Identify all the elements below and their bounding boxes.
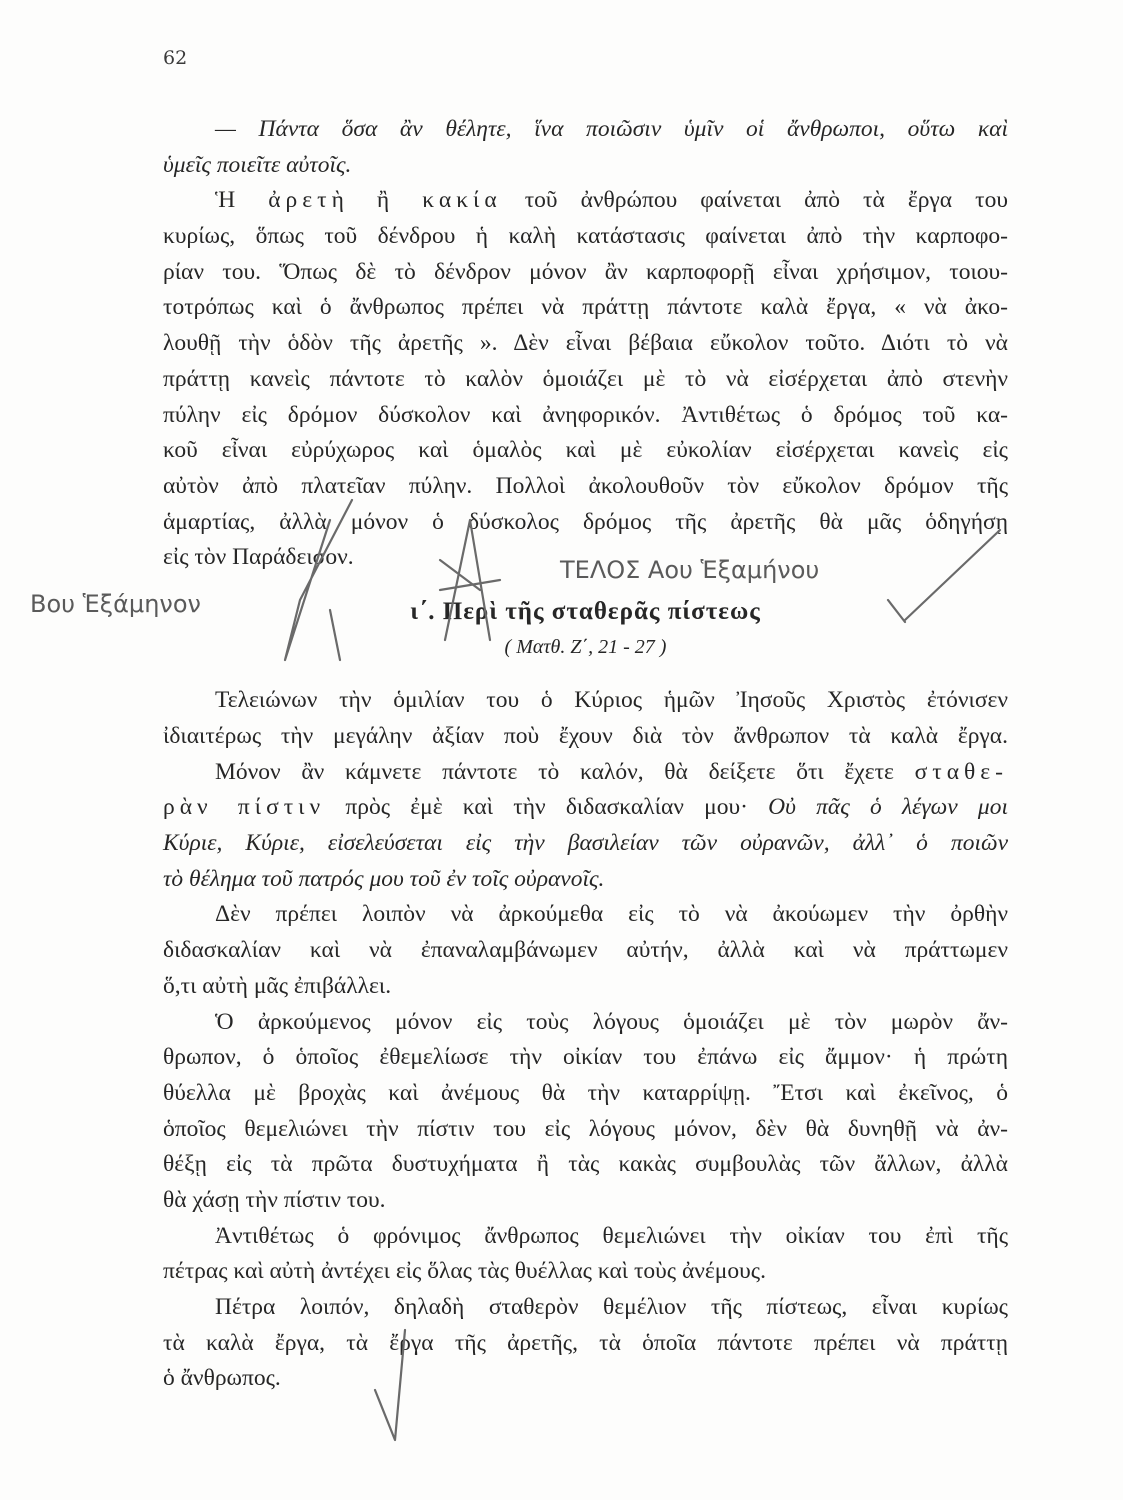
body-text [163, 112, 1008, 1397]
text-line [163, 183, 1008, 219]
text-line: — Πάντα ὅσα ἂν θέλητε, ἵνα ποιῶσιν ὑμῖν οἱ ἄνθρωποι, οὕτω καὶ [215, 116, 1008, 142]
text-line [163, 790, 1008, 826]
text-line: θύελλα μὲ βροχὰς καὶ ἀνέμους θὰ τὴν καταρρίψῃ. Ἔτσι καὶ ἐκεῖνος, ὁ [163, 1079, 1008, 1106]
text-line: ἁμαρτίας, ἀλλὰ μόνον ὁ δύσκολος δρόμος τῆς ἀρετῆς θὰ μᾶς ὁδηγήσῃ [163, 508, 1008, 535]
text-line: Κύριε, Κύριε, εἰσελεύσεται εἰς τὴν βασιλείαν τῶν οὐρανῶν, ἀλλ᾽ ὁ ποιῶν [163, 830, 1008, 857]
text-line: πράττῃ κανεὶς πάντοτε τὸ καλὸν ὁμοιάζει μὲ τὸ νὰ εἰσέρχεται ἀπὸ στενὴν [163, 365, 1008, 392]
text-line: τὰ καλὰ ἔργα, τὰ ἔργα τῆς ἀρετῆς, τὰ ὁποῖα πάντοτε πρέπει νὰ πράττῃ [163, 1329, 1008, 1356]
text-line: αὐτὸν ἀπὸ πλατεῖαν πύλην. Πολλοὶ ἀκολουθοῦν τὸν εὔκολον δρόμον τῆς [163, 472, 1008, 499]
text-line: ἰδιαιτέρως τὴν μεγάλην ἀξίαν ποὺ ἔχουν διὰ τὸν ἄνθρωπον τὰ καλὰ ἔργα. [163, 723, 1008, 749]
text-line: πύλην εἰς δρόμον δύσκολον καὶ ἀνηφορικόν. Ἀντιθέτως ὁ δρόμος τοῦ κα- [163, 401, 1008, 428]
text-fragment: πρὸς ἐμὲ καὶ τὴν διδασκαλίαν μου· [325, 794, 769, 821]
text-line: θὰ χάσῃ τὴν πίστιν του. [163, 1186, 386, 1213]
text-line [163, 755, 1008, 791]
text-line: θέξῃ εἰς τὰ πρῶτα δυστυχήματα ἢ τὰς κακὰς συμβουλὰς τῶν ἄλλων, ἀλλὰ [163, 1151, 1008, 1178]
text-line: Ὁ ἀρκούμενος μόνον εἰς τοὺς λόγους ὁμοιάζει μὲ τὸν μωρὸν ἄν- [215, 1008, 1008, 1035]
text-line: θρωπον, ὁ ὁποῖος ἐθεμελίωσε τὴν οἰκίαν του ἐπάνω εἰς ἄμμον· ἡ πρώτη [163, 1044, 1008, 1071]
text-line: κοῦ εἶναι εὐρύχωρος καὶ ὁμαλὸς καὶ μὲ εὐκολίαν εἰσέρχεται κανεὶς εἰς [163, 437, 1008, 464]
text-line: πέτρας καὶ αὐτὴ ἀντέχει εἰς ὅλας τὰς θυέλλας καὶ τοὺς ἀνέμους. [163, 1258, 766, 1285]
section-heading: ι΄. Περὶ τῆς σταθερᾶς πίστεως [410, 597, 761, 625]
spaced-emphasis: ρὰν πίστιν [163, 794, 326, 821]
text-line: Τελειώνων τὴν ὁμιλίαν του ὁ Κύριος ἡμῶν Ἰησοῦς Χριστὸς ἐτόνισεν [215, 687, 1008, 714]
text-fragment: τοῦ ἀνθρώπου φαίνεται ἀπὸ τὰ ἔργα του [501, 187, 1008, 214]
text-line: ὅ,τι αὐτὴ μᾶς ἐπιβάλλει. [163, 972, 392, 999]
text-line: ὁ ἄνθρωπος. [163, 1365, 281, 1392]
text-line: λουθῇ τὴν ὁδὸν τῆς ἀρετῆς ». Δὲν εἶναι βέβαια εὔκολον τοῦτο. Διότι τὸ νὰ [163, 330, 1008, 357]
text-line: Ἀντιθέτως ὁ φρόνιμος ἄνθρωπος θεμελιώνει τὴν οἰκίαν του ἐπὶ τῆς [215, 1222, 1008, 1249]
text-line: κυρίως, ὅπως τοῦ δένδρου ἡ καλὴ κατάστασις φαίνεται ἀπὸ τὴν καρποφο- [163, 223, 1008, 250]
text-line: διδασκαλίαν καὶ νὰ ἐπαναλαμβάνωμεν αὐτήν, ἀλλὰ καὶ νὰ πράττωμεν [163, 937, 1008, 964]
page-number: 62 [163, 47, 188, 69]
handwritten-start-note: Βου Ἑξάμηνον [30, 590, 201, 618]
spaced-emphasis: σταθε- [914, 758, 1008, 785]
text-line: Δὲν πρέπει λοιπὸν νὰ ἀρκούμεθα εἰς τὸ νὰ ἀκούωμεν τὴν ὀρθὴν [215, 901, 1008, 928]
spaced-emphasis: Ἡ ἀρετὴ ἢ κακία [215, 187, 502, 214]
text-line: Πέτρα λοιπόν, δηλαδὴ σταθερὸν θεμέλιον τῆς πίστεως, εἶναι κυρίως [215, 1294, 1008, 1320]
text-line: τοτρόπως καὶ ὁ ἄνθρωπος πρέπει νὰ πράττῃ πάντοτε καλὰ ἔργα, « νὰ ἀκο- [163, 294, 1008, 321]
handwritten-end-note: ΤΕΛΟΣ Αου Ἑξαμήνου [560, 556, 820, 584]
text-line: ρίαν του. Ὅπως δὲ τὸ δένδρον μόνον ἂν καρποφορῇ εἶναι χρήσιμον, τοιου- [163, 258, 1008, 285]
scripture-reference: ( Ματθ. Ζ΄, 21 - 27 ) [504, 635, 667, 658]
text-line: εἰς τὸν Παράδεισον. [163, 544, 354, 571]
text-line: τὸ θέλημα τοῦ πατρός μου τοῦ ἐν τοῖς οὐρανοῖς. [163, 865, 605, 892]
quote-fragment: Οὐ πᾶς ὁ λέγων μοι [768, 794, 1008, 821]
text-fragment: Μόνον ἂν κάμνετε πάντοτε τὸ καλόν, θὰ δείξετε ὅτι ἔχετε [215, 758, 915, 785]
text-line: ὑμεῖς ποιεῖτε αὐτοῖς. [163, 151, 352, 178]
text-line: ὁποῖος θεμελιώνει τὴν πίστιν του εἰς λόγους μόνον, δὲν θὰ δυνηθῇ νὰ ἀν- [163, 1115, 1008, 1142]
